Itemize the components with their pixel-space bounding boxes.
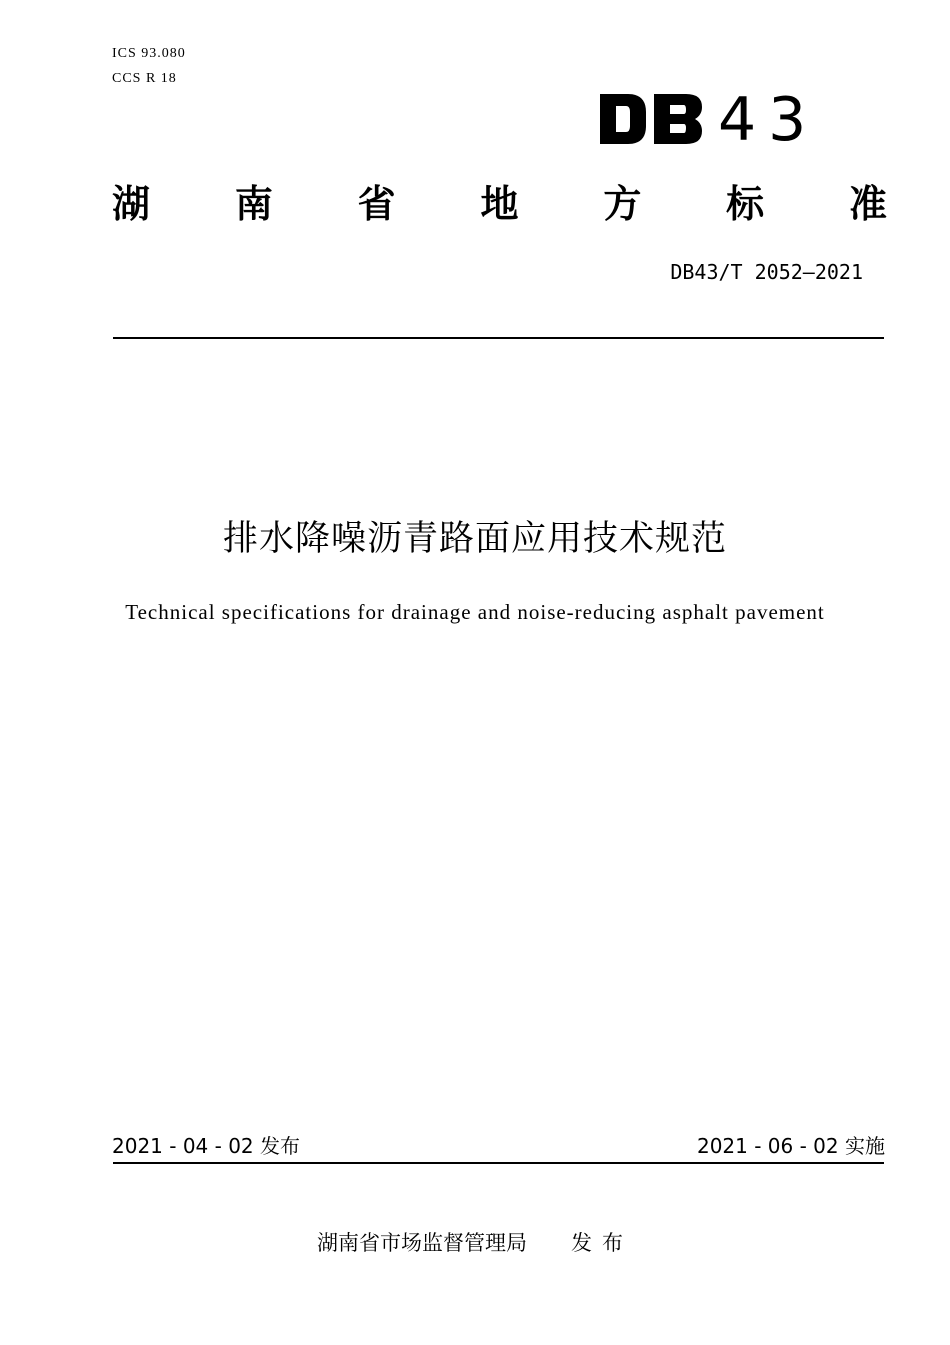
implementation-date: 2021 - 06 - 02 实施 — [696, 1134, 885, 1158]
standard-type-char: 标 — [726, 182, 765, 226]
issuer-name: 湖南省市场监督管理局 — [317, 1231, 527, 1255]
issuer-line — [0, 1228, 950, 1258]
ccs-code: CCS R 18 — [112, 71, 177, 86]
standard-type-char: 地 — [480, 182, 519, 226]
standard-type-char: 省 — [357, 182, 396, 226]
standard-type-char: 准 — [848, 182, 887, 226]
title-english: Technical specifications for drainage and noise-reducing asphalt pavement — [125, 600, 825, 624]
standard-type-char: 湖 — [112, 182, 151, 226]
ics-code: ICS 93.080 — [112, 46, 186, 61]
issuer-action: 发布 — [571, 1231, 633, 1255]
db-logo — [598, 94, 704, 144]
standard-type-char: 方 — [603, 182, 642, 226]
standard-type-char: 南 — [234, 182, 273, 226]
bottom-divider — [113, 1162, 884, 1164]
province-code: 43 — [718, 85, 819, 155]
issue-date: 2021 - 04 - 02 发布 — [112, 1134, 301, 1158]
standard-number: DB43/T 2052—2021 — [670, 260, 863, 284]
top-divider — [113, 337, 884, 339]
standard-type-heading — [112, 178, 887, 230]
db-logo-text: DB — [598, 94, 600, 95]
title-chinese: 排水降噪沥青路面应用技术规范 — [222, 519, 727, 559]
